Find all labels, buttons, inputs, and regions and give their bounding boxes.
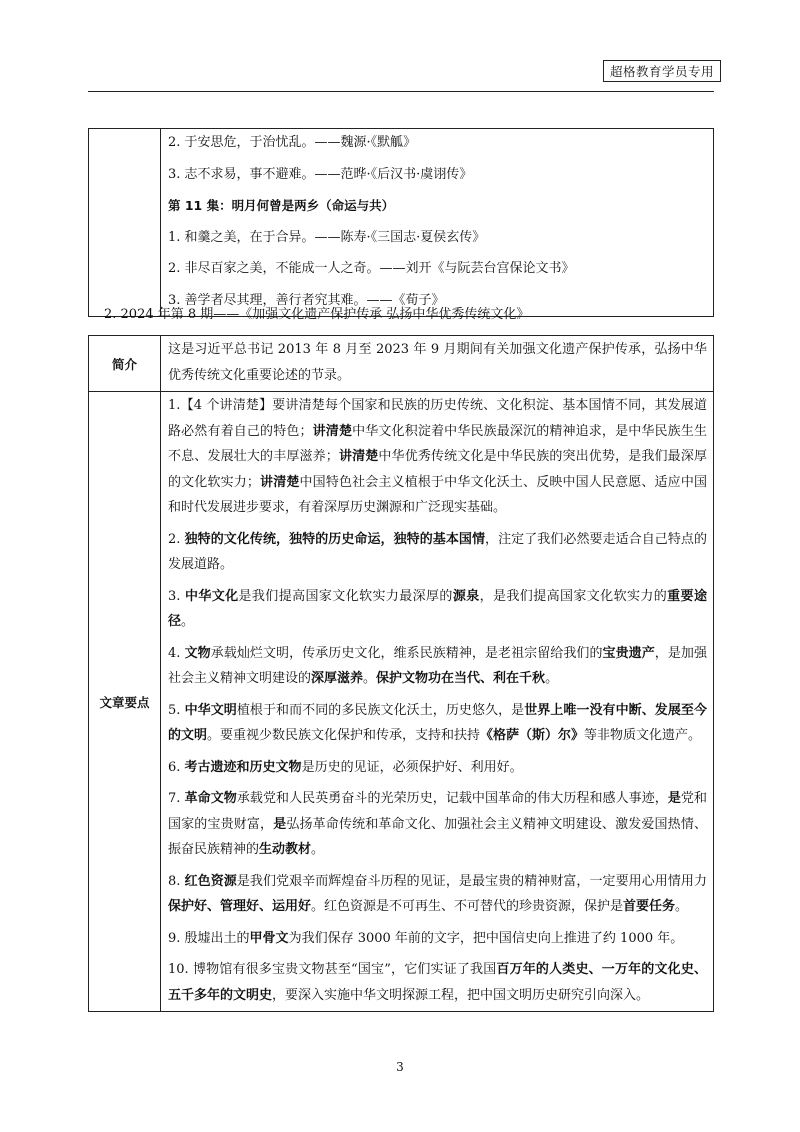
bold-text: 革命文物 xyxy=(184,791,237,806)
key-point-1 xyxy=(168,393,707,521)
text: 8. xyxy=(168,873,185,889)
key-point-9 xyxy=(168,926,707,952)
intro-cell xyxy=(161,336,714,392)
bold-text: 保护好、管理好、运用好 xyxy=(168,899,312,914)
bold-text: 百万年的人类史、一万年的文化史、五千多年的文明史 xyxy=(168,962,707,1003)
intro-label: 简介 xyxy=(89,336,161,392)
text: 中华优秀传统文化是中华民族的突出优势，是我们最深厚的文化软实力； xyxy=(168,449,707,490)
text: 10. 博物馆有很多宝贵文物甚至“国宝”，它们实证了我国 xyxy=(168,962,497,977)
intro-text: 这是习近平总书记 2013 年 8 月至 2023 年 9 月期间有关加强文化遗产保护传承，弘扬中华优秀传统文化重要论述的节录。 xyxy=(168,342,707,383)
bold-text: 重要途径 xyxy=(168,588,707,629)
text: 承载党和人民英勇奋斗的光荣历史，记载中国革命的伟大历程和感人事迹， xyxy=(236,791,668,806)
quote-line: 2. 于安思危，于治忧乱。——魏源·《默觚》 xyxy=(168,135,417,150)
bold-text: 首要任务 xyxy=(623,899,676,914)
bold-text: 文物 xyxy=(184,645,211,661)
bold-text: 考古遗迹和历史文物 xyxy=(184,759,302,775)
bold-text: 《格萨（斯）尔》 xyxy=(480,728,585,743)
quote-line: 2. 非尽百家之美，不能成一人之奇。——刘开《与阮芸台宫保论文书》 xyxy=(168,261,575,276)
bold-text: 甲骨文 xyxy=(249,930,289,946)
text: 为我们保存 3000 年前的文字，把中国信史向上推进了约 1000 年。 xyxy=(288,930,684,946)
text: 4. xyxy=(168,645,185,661)
text: ，要深入实施中华文明探源工程，把中国文明历史研究引向深入。 xyxy=(272,987,650,1003)
text: 9. 殷墟出土的 xyxy=(168,930,250,946)
text: 。 xyxy=(311,842,325,857)
text: 植根于和而不同的多民族文化沃土，历史悠久，是 xyxy=(236,702,525,718)
bold-text: 中华文明 xyxy=(184,702,237,718)
text: 。 xyxy=(181,614,195,629)
text: 是历史的见证，必须保护好、利用好。 xyxy=(301,759,523,775)
key-point-7 xyxy=(168,786,707,863)
student-only-stamp: 超格教育学员专用 xyxy=(603,60,721,82)
text: ，注定了我们必然要走适合自己特点的发展道路。 xyxy=(168,531,707,572)
quote-line: 3. 志不求易，事不避难。——范晔·《后汉书·虞诩传》 xyxy=(168,166,473,182)
text: 承载灿烂文明，传承历史文化，维系民族精神，是老祖宗留给我们的 xyxy=(210,645,603,661)
text: 6. xyxy=(168,759,185,775)
text: 。 xyxy=(363,671,377,686)
header-rule xyxy=(88,91,714,92)
section-title: 2. 2024 年第 8 期——《加强文化遗产保护传承 弘扬中华优秀传统文化》 xyxy=(104,307,530,322)
text: ，是加强社会主义精神文明建设的 xyxy=(168,645,707,686)
bold-text: 中华文化 xyxy=(184,588,239,604)
quotes-label-cell xyxy=(89,129,161,317)
key-point-4 xyxy=(168,641,707,692)
key-point-8 xyxy=(168,869,707,920)
text: 3. xyxy=(168,588,185,604)
text: 党和国家的宝贵财富， xyxy=(168,791,707,832)
bold-text: 源泉 xyxy=(452,588,480,604)
text: ，是我们提高国家文化软实力的 xyxy=(479,588,668,604)
text: 。红色资源是不可再生、不可替代的珍贵资源，保护是 xyxy=(311,899,624,914)
points-label: 文章要点 xyxy=(89,392,161,1012)
bold-text: 红色资源 xyxy=(184,873,237,889)
key-point-10 xyxy=(168,957,707,1008)
text: 。 xyxy=(675,899,689,914)
text: 7. xyxy=(168,791,185,806)
key-point-5 xyxy=(168,698,707,749)
text: 1.【4 个讲清楚】要讲清楚每个国家和民族的历史传统、文化积淀、基本国情不同，其发展道路必然有着自己的特色； xyxy=(168,398,707,439)
page-number: 3 xyxy=(396,1060,404,1074)
text: 。 xyxy=(545,671,559,686)
bold-text: 是 xyxy=(667,791,681,806)
text: 等非物质文化遗产。 xyxy=(584,728,702,743)
quotes-content-cell xyxy=(161,129,714,317)
text: 2. xyxy=(168,531,185,547)
bold-text: 讲清楚 xyxy=(338,449,379,464)
bold-text: 保护文物功在当代、利在千秋 xyxy=(376,671,546,686)
quote-line: 1. 和羹之美，在于合异。——陈寿·《三国志·夏侯玄传》 xyxy=(168,229,486,245)
text: 中华文化积淀着中华民族最深沉的精神追求，是中华民族生生不息、发展壮大的丰厚滋养； xyxy=(168,423,707,464)
bold-text: 讲清楚 xyxy=(312,423,353,439)
key-point-2 xyxy=(168,527,707,578)
episode-heading: 第 11 集：明月何曾是两乡（命运与共） xyxy=(168,198,395,213)
bold-text: 世界上唯一没有中断、发展至今的文明 xyxy=(168,702,707,743)
bold-text: 讲清楚 xyxy=(259,474,300,490)
quote-line: 3. 善学者尽其理，善行者究其难。——《荀子》 xyxy=(168,292,445,308)
text: 。要重视少数民族文化保护和传承，支持和扶持 xyxy=(207,728,481,743)
text: 5. xyxy=(168,702,185,718)
bold-text: 生动教材 xyxy=(259,842,312,857)
bold-text: 独特的文化传统，独特的历史命运，独特的基本国情 xyxy=(184,531,486,547)
text: 是我们提高国家文化软实力最深厚的 xyxy=(238,588,453,604)
bold-text: 是 xyxy=(273,816,287,832)
article-table xyxy=(88,335,714,1012)
text: 中国特色社会主义植根于中华文化沃土、反映中国人民意愿、适应中国和时代发展进步要求，有着深厚历史渊源和广泛现实基础。 xyxy=(168,474,707,515)
bold-text: 宝贵遗产 xyxy=(602,645,655,661)
points-cell xyxy=(161,392,714,1012)
text: 弘扬革命传统和革命文化、加强社会主义精神文明建设、激发爱国热情、振奋民族精神的 xyxy=(168,816,707,857)
quotes-table xyxy=(88,128,714,317)
key-point-6 xyxy=(168,755,707,781)
key-point-3 xyxy=(168,584,707,635)
text: 是我们党艰辛而辉煌奋斗历程的见证，是最宝贵的精神财富，一定要用心用情用力 xyxy=(236,873,707,889)
bold-text: 深厚滋养 xyxy=(311,671,364,686)
